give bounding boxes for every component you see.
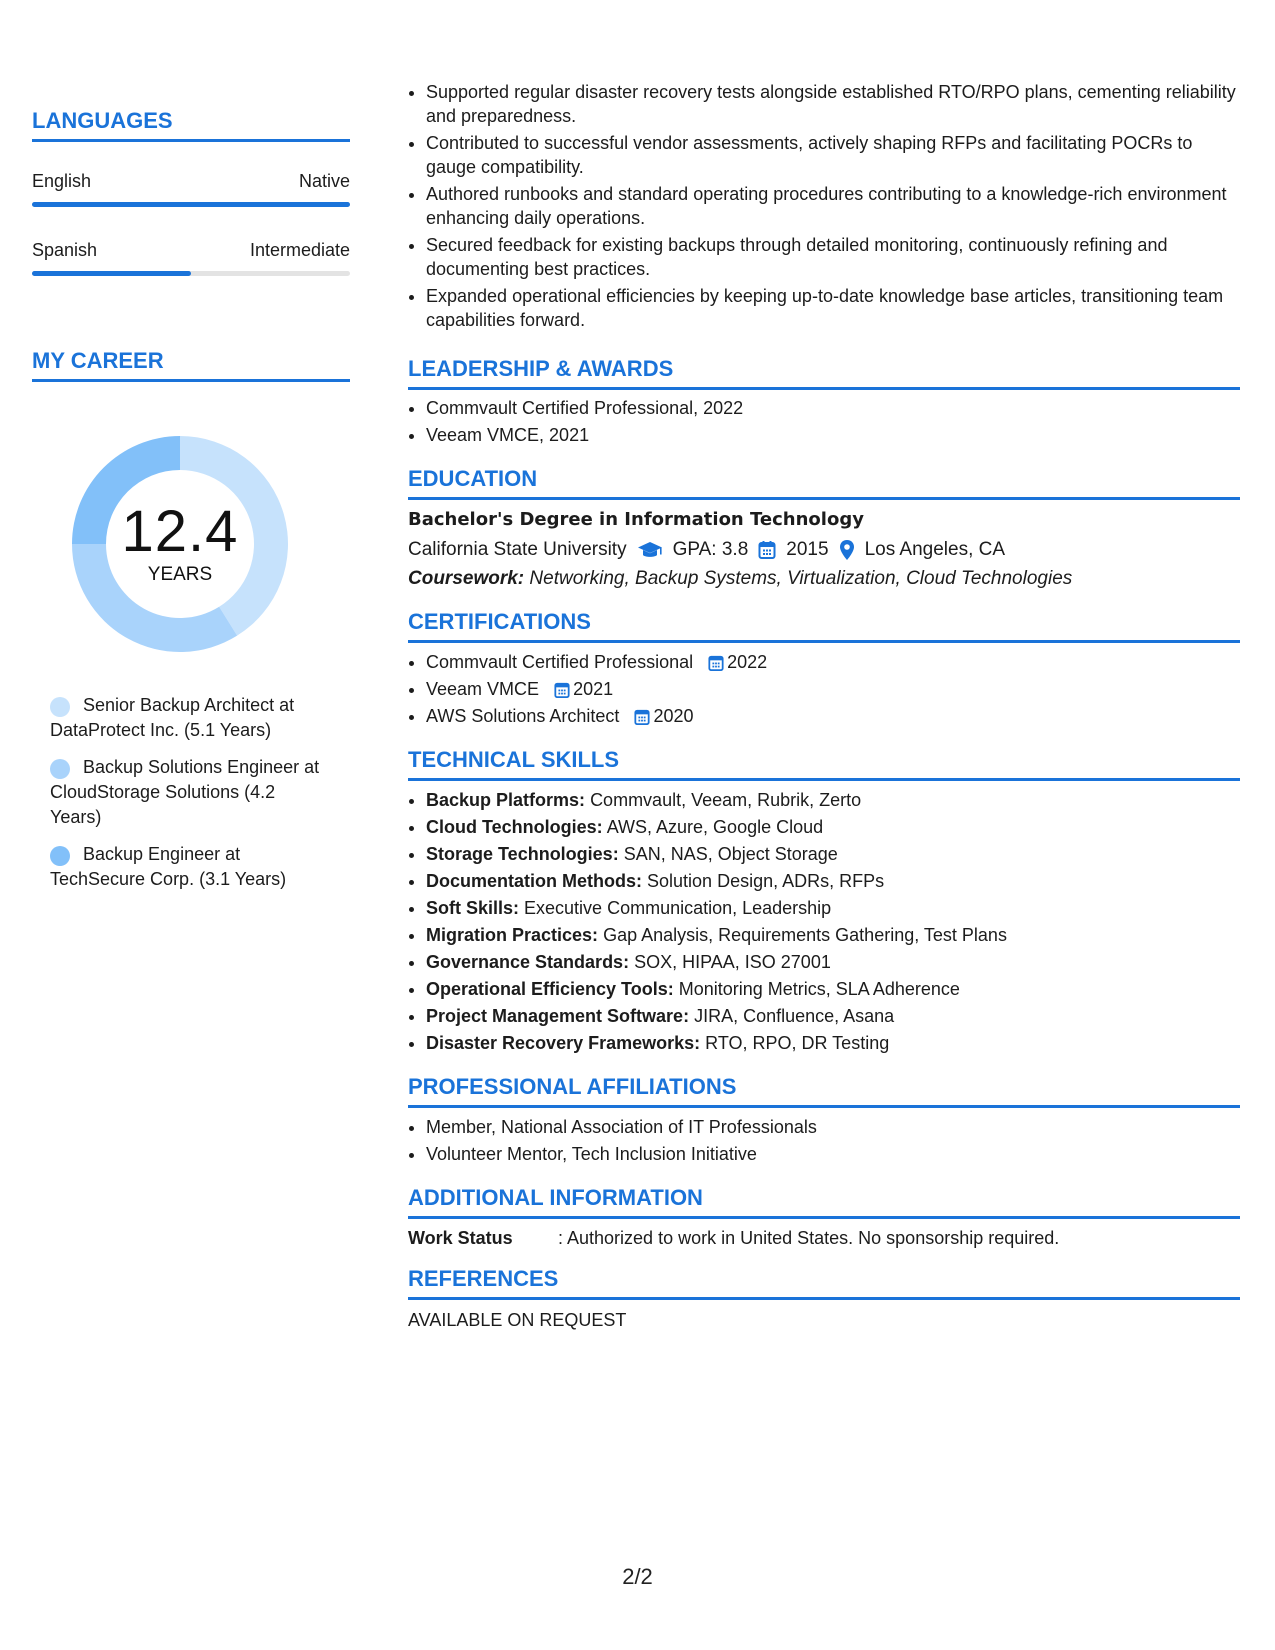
skill-label: Operational Efficiency Tools: — [426, 979, 674, 999]
list-item — [426, 1031, 1240, 1055]
certifications-title: CERTIFICATIONS — [408, 609, 1240, 643]
career-legend-item — [50, 842, 320, 892]
skill-value: AWS, Azure, Google Cloud — [606, 817, 824, 837]
list-item: • Member, National Association of IT Professionals — [426, 1115, 1240, 1139]
additional-row — [408, 1226, 1240, 1250]
references-text: AVAILABLE ON REQUEST — [408, 1310, 627, 1330]
skill-label: Soft Skills: — [426, 898, 520, 918]
skills-title: TECHNICAL SKILLS — [408, 747, 1240, 781]
languages-title: LANGUAGES — [32, 108, 350, 142]
skill-label: Disaster Recovery Frameworks: — [426, 1033, 701, 1053]
cert-year: 2021 — [573, 679, 614, 699]
additional-label: Work Status — [408, 1228, 513, 1248]
education-location: Los Angeles, CA — [864, 539, 1006, 560]
skill-value: Gap Analysis, Requirements Gathering, Test Plans — [603, 925, 1007, 945]
references-section — [408, 1266, 1240, 1332]
career-section — [32, 348, 350, 382]
language-proficiency-bar — [32, 202, 350, 207]
list-item: • Contributed to successful vendor assessments, actively shaping RFPs and facilitating POCRs to gauge compatibility. — [426, 131, 1240, 179]
calendar-icon — [554, 681, 570, 699]
experience-bullets — [408, 80, 1240, 335]
education-gpa: GPA: 3.8 — [672, 539, 749, 560]
legend-label: Backup Solutions Engineer at CloudStorage Solutions (4.2 Years) — [50, 757, 320, 827]
list-item: • Commvault Certified Professional, 2022 — [426, 396, 1240, 420]
skill-label: Documentation Methods: — [426, 871, 642, 891]
additional-value: : Authorized to work in United States. No sponsorship required. — [558, 1228, 1060, 1248]
location-pin-icon — [839, 539, 855, 561]
skill-label: Project Management Software: — [426, 1006, 690, 1026]
language-name: Spanish — [32, 240, 98, 260]
list-item: • Expanded operational efficiencies by keeping up-to-date knowledge base articles, transitioning team capabilities forward. — [426, 284, 1240, 332]
references-title: REFERENCES — [408, 1266, 1240, 1300]
calendar-icon — [758, 540, 776, 560]
language-name: English — [32, 171, 92, 191]
list-item: • Secured feedback for existing backups through detailed monitoring, continuously refining and documenting best practices. — [426, 233, 1240, 281]
additional-title: ADDITIONAL INFORMATION — [408, 1185, 1240, 1219]
skill-label: Backup Platforms: — [426, 790, 586, 810]
list-item — [426, 923, 1240, 947]
leadership-title: LEADERSHIP & AWARDS — [408, 356, 1240, 390]
cert-year: 2022 — [727, 652, 768, 672]
list-item — [426, 977, 1240, 1001]
calendar-icon — [708, 654, 724, 672]
list-item — [426, 788, 1240, 812]
list-item: • Volunteer Mentor, Tech Inclusion Initiative — [426, 1142, 1240, 1166]
graduation-cap-icon — [637, 540, 663, 560]
list-item: • Supported regular disaster recovery tests alongside established RTO/RPO plans, cementing reliability and preparedness. — [426, 80, 1240, 128]
language-item-spanish — [32, 239, 350, 276]
list-item — [426, 842, 1240, 866]
calendar-icon — [634, 708, 650, 726]
skill-value: SAN, NAS, Object Storage — [623, 844, 838, 864]
education-details — [408, 537, 1240, 563]
cert-name: Commvault Certified Professional — [426, 652, 694, 672]
list-item — [426, 896, 1240, 920]
legend-label: Senior Backup Architect at DataProtect Inc. (5.1 Years) — [50, 695, 295, 740]
skill-value: RTO, RPO, DR Testing — [705, 1033, 890, 1053]
skill-value: JIRA, Confluence, Asana — [694, 1006, 895, 1026]
legend-dot — [50, 846, 70, 866]
coursework-label: Coursework: — [408, 568, 525, 589]
donut-center — [67, 431, 293, 657]
cert-name: AWS Solutions Architect — [426, 706, 620, 726]
skill-value: Solution Design, ADRs, RFPs — [647, 871, 885, 891]
skill-label: Migration Practices: — [426, 925, 599, 945]
language-proficiency-fill — [32, 271, 191, 276]
legend-dot — [50, 759, 70, 779]
additional-section — [408, 1185, 1240, 1250]
language-level: Intermediate — [249, 240, 350, 260]
list-item — [426, 677, 1240, 701]
list-item — [426, 1004, 1240, 1028]
list-item — [426, 950, 1240, 974]
list-item — [426, 704, 1240, 728]
language-item-english — [32, 170, 350, 207]
career-donut-chart — [67, 431, 293, 657]
affiliations-section — [408, 1074, 1240, 1169]
certifications-section — [408, 609, 1240, 731]
career-legend-item — [50, 693, 320, 743]
skill-label: Governance Standards: — [426, 952, 630, 972]
career-years-unit: YEARS — [147, 564, 213, 585]
list-item: • Veeam VMCE, 2021 — [426, 423, 1240, 447]
skill-value: Executive Communication, Leadership — [524, 898, 832, 918]
legend-label: Backup Engineer at TechSecure Corp. (3.1 Years) — [50, 844, 287, 889]
leadership-section — [408, 356, 1240, 450]
education-title: EDUCATION — [408, 466, 1240, 500]
skill-value: SOX, HIPAA, ISO 27001 — [634, 952, 831, 972]
skills-section — [408, 747, 1240, 1058]
skill-value: Commvault, Veeam, Rubrik, Zerto — [590, 790, 862, 810]
education-coursework — [408, 566, 1240, 592]
list-item: • Authored runbooks and standard operating procedures contributing to a knowledge-rich environment enhancing daily operations. — [426, 182, 1240, 230]
career-total-years: 12.4 — [121, 499, 239, 564]
language-proficiency-bar — [32, 271, 350, 276]
career-title: MY CAREER — [32, 348, 350, 382]
languages-section — [32, 108, 350, 260]
coursework-value: Networking, Backup Systems, Virtualization, Cloud Technologies — [529, 568, 1073, 589]
cert-name: Veeam VMCE — [426, 679, 540, 699]
affiliations-title: PROFESSIONAL AFFILIATIONS — [408, 1074, 1240, 1108]
list-item — [426, 815, 1240, 839]
education-school: California State University — [408, 539, 627, 560]
education-year: 2015 — [786, 539, 829, 560]
cert-year: 2020 — [653, 706, 694, 726]
legend-dot — [50, 697, 70, 717]
education-section — [408, 466, 1240, 592]
list-item — [426, 869, 1240, 893]
education-degree: Bachelor's Degree in Information Technology — [408, 509, 864, 530]
skill-label: Cloud Technologies: — [426, 817, 603, 837]
language-level: Native — [298, 171, 350, 191]
list-item — [426, 650, 1240, 674]
language-proficiency-fill — [32, 202, 350, 207]
skill-label: Storage Technologies: — [426, 844, 619, 864]
skill-value: Monitoring Metrics, SLA Adherence — [678, 979, 960, 999]
career-legend-item — [50, 755, 320, 830]
page-number: 2/2 — [622, 1564, 653, 1589]
